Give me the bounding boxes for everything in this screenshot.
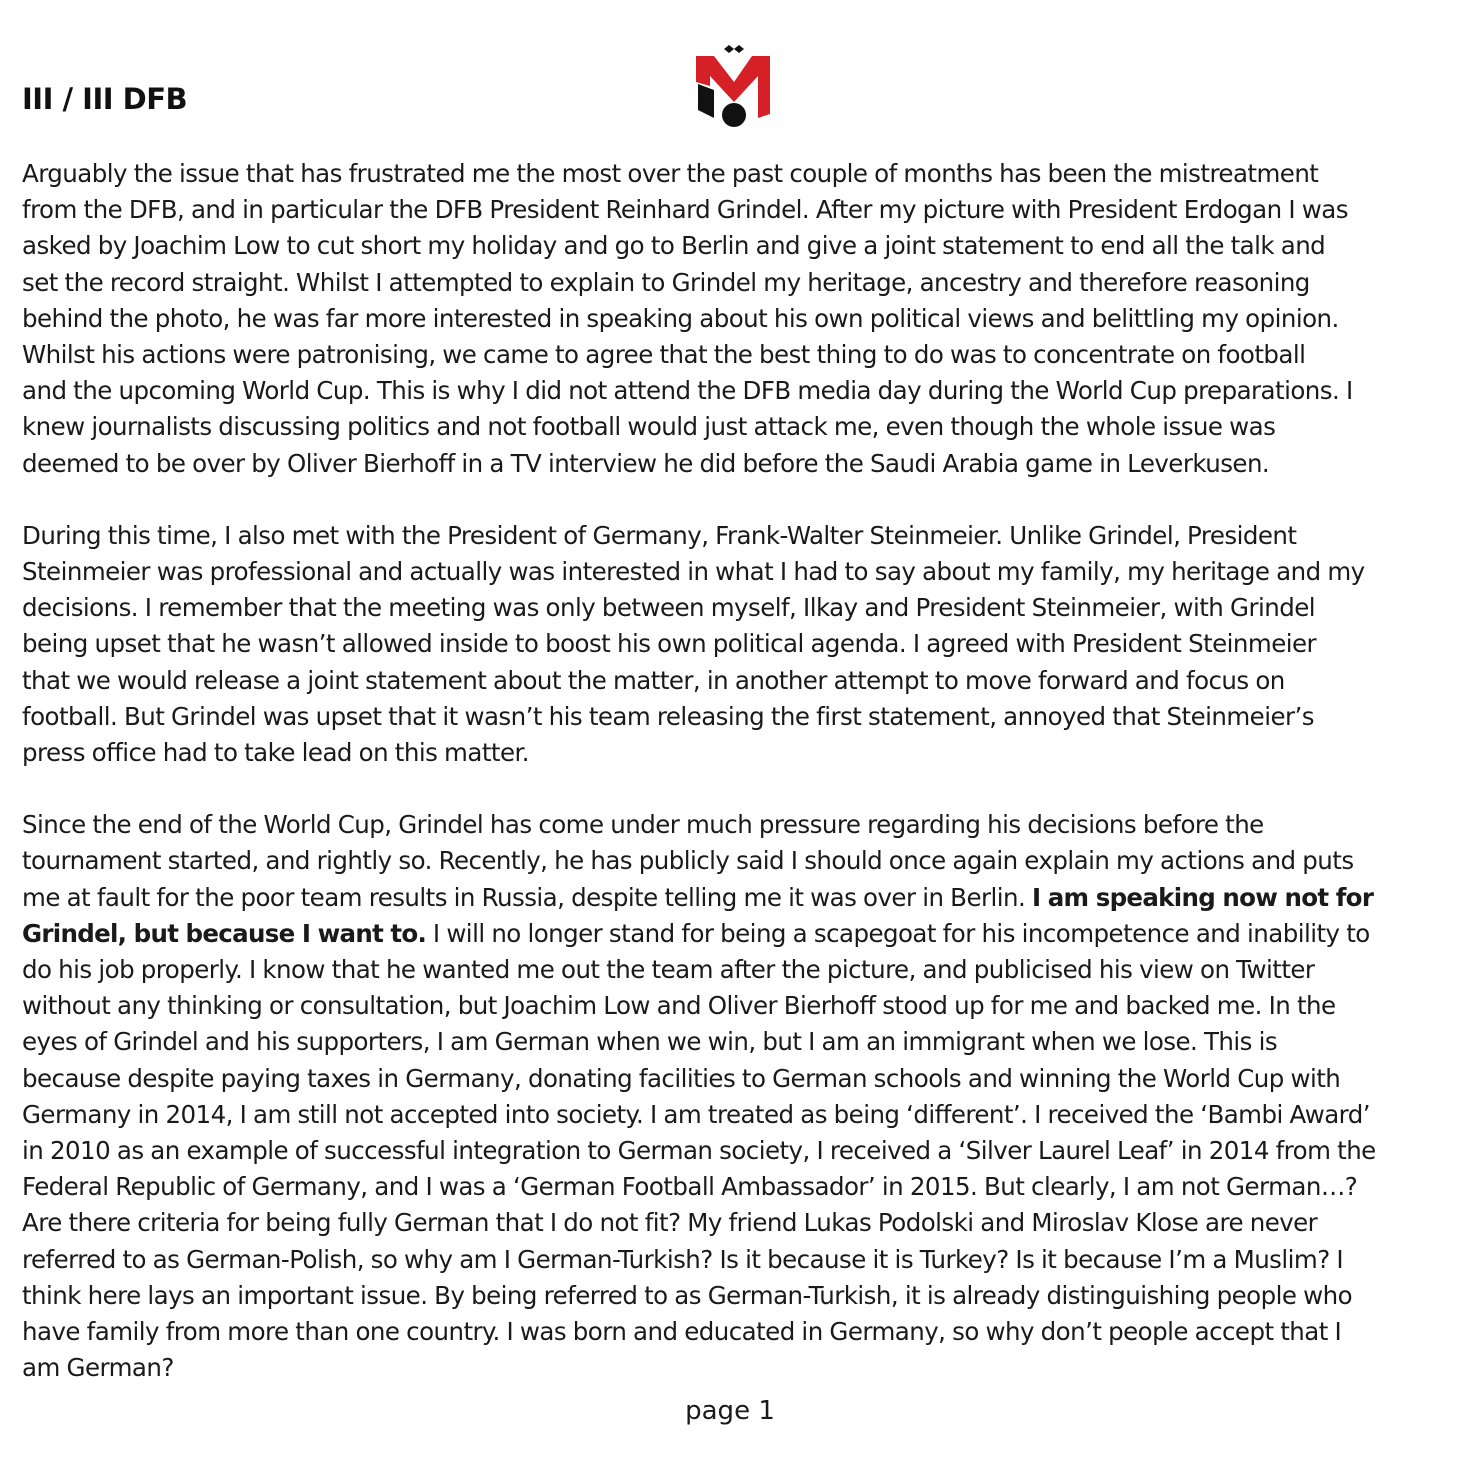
paragraph-1: Arguably the issue that has frustrated me the most over the past couple of months has been the mistreatment from the DFB, and in particular the DFB President Reinhard Grindel. After my picture with President Erdogan I was asked by Joachim Low to cut short my holiday and go to Berlin and give a joint statement to end all the talk and set the record straight. Whilst I attempted to explain to Grindel my heritage, ancestry and therefore reasoning behind the photo, he was far more interested in speaking about his own political views and belittling my opinion. Whilst his actions were patronising, we came to agree that the best thing to do was to concentrate on football and the upcoming World Cup. This is why I did not attend the DFB media day during the World Cup preparations. I knew journalists discussing politics and not football would just attack me, even though the whole issue was deemed to be over by Oliver Bierhoff in a TV interview he did before the Saudi Arabia game in Leverkusen. [22, 159, 1353, 478]
mo-monogram-logo [694, 44, 772, 128]
logo-black-block [698, 84, 714, 118]
page-number: page 1 [685, 1396, 775, 1426]
logo-diamond-left [724, 45, 734, 53]
paragraph-3-text-start: Since the end of the World Cup, Grindel has come under much pressure regarding his decisions before the tournament started, and rightly so. Recently, he has publicly said I should once again explain my actions and puts me at fault for the poor team results in Russia, despite telling me it was over in Berlin. [22, 810, 1354, 912]
paragraph-3-text-end: I will no longer stand for being a scapegoat for his incompetence and inability to do his job properly. I know that he wanted me out the team after the picture, and publicised his view on Twitter without any thinking or consultation, but Joachim Low and Oliver Bierhoff stood up for me and backed me. In the eyes of Grindel and his supporters, I am German when we win, but I am an immigrant when we lose. This is because despite paying taxes in Germany, donating facilities to German schools and winning the World Cup with Germany in 2014, I am still not accepted into society. I am treated as being ‘different’. I received the ‘Bambi Award’ in 2010 as an example of successful integration to German society, I received a ‘Silver Laurel Leaf’ in 2014 from the Federal Republic of Germany, and I was a ‘German Football Ambassador’ in 2015. But clearly, I am not German…? Are there criteria for being fully German that I do not fit? My friend Lukas Podolski and Miroslav Klose are never referred to as German-Polish, so why am I German-Turkish? Is it because it is Turkey? Is it because I’m a Muslim? I think here lays an important issue. By being referred to as German-Turkish, it is already distinguishing people who have family from more than one country. I was born and educated in Germany, so why don’t people accept that I am German? [22, 918, 1376, 1383]
paragraph-3-bold-statement: I am speaking now not for Grindel, but because I want to. [22, 882, 1374, 948]
logo-diamond-right [734, 45, 744, 53]
article-body [22, 156, 1446, 1423]
logo-black-ball [722, 103, 746, 127]
page-title: III / III DFB [22, 82, 188, 116]
paragraph-3 [22, 807, 1446, 1386]
paragraph-2: During this time, I also met with the President of Germany, Frank-Walter Steinmeier. Unlike Grindel, President Steinmeier was professional and actually was interested in what I had to say about my family, my heritage and my decisions. I remember that the meeting was only between myself, Ilkay and President Steinmeier, with Grindel being upset that he wasn’t allowed inside to boost his own political agenda. I agreed with President Steinmeier that we would release a joint statement about the matter, in another attempt to move forward and focus on football. But Grindel was upset that it wasn’t his team releasing the first statement, annoyed that Steinmeier’s press office had to take lead on this matter. [22, 520, 1365, 768]
